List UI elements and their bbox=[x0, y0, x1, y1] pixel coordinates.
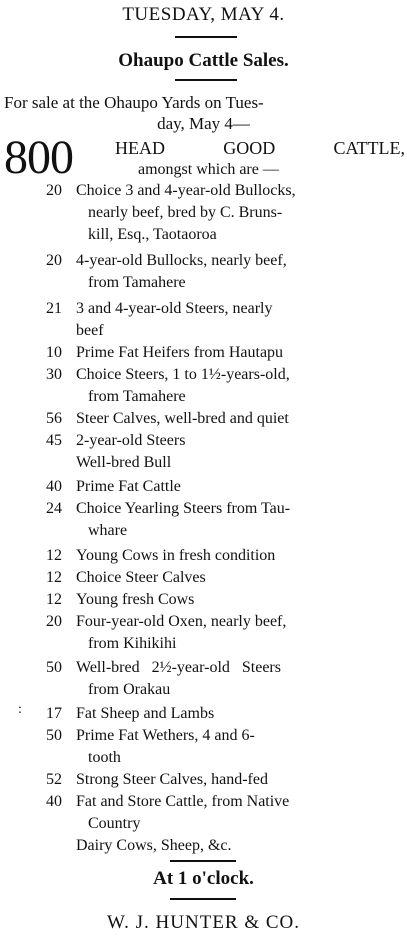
head-count: 800 bbox=[4, 131, 73, 184]
lot-quantity: 56 bbox=[46, 410, 62, 427]
lot-quantity: 12 bbox=[46, 591, 62, 608]
lot-description: Fat Sheep and Lambs bbox=[76, 705, 215, 722]
lot-description-cont: from Orakau bbox=[88, 681, 171, 698]
lot-description-cont: kill, Esq., Taotaoroa bbox=[88, 226, 217, 243]
lot-description-cont: Country bbox=[88, 815, 141, 832]
lot-description: Four-year-old Oxen, nearly beef, bbox=[76, 613, 287, 630]
lot-quantity: 12 bbox=[46, 547, 62, 564]
lot-description: Well-bred 2½-year-old Steers bbox=[76, 659, 281, 676]
lot-description-cont: tooth bbox=[88, 749, 121, 766]
auctioneer-name: W. J. HUNTER & CO. bbox=[106, 912, 301, 933]
lot-description: 2-year-old Steers bbox=[76, 432, 186, 449]
lot-description: Fat and Store Cattle, from Native bbox=[76, 793, 290, 810]
lot-description-cont: beef bbox=[76, 322, 104, 339]
lot-description: Prime Fat Heifers from Hautapu bbox=[76, 344, 284, 361]
divider-rule bbox=[170, 860, 236, 862]
lot-description: 4-year-old Bullocks, nearly beef, bbox=[76, 252, 287, 269]
lot-description: Strong Steer Calves, hand-fed bbox=[76, 771, 268, 788]
lot-quantity: 24 bbox=[46, 500, 62, 517]
lot-quantity: 45 bbox=[46, 432, 62, 449]
headline bbox=[115, 138, 405, 158]
lot-quantity: 40 bbox=[46, 478, 62, 495]
date-heading: TUESDAY, MAY 4. bbox=[122, 4, 285, 25]
lot-description-cont: whare bbox=[88, 522, 128, 539]
lot-quantity: 40 bbox=[46, 793, 62, 810]
lot-description: Choice Steers, 1 to 1½-years-old, bbox=[76, 366, 290, 383]
headline-word: GOOD bbox=[223, 138, 276, 158]
lot-description: Prime Fat Cattle bbox=[76, 478, 181, 495]
lot-description-cont: from Kihikihi bbox=[88, 635, 177, 652]
lot-quantity: 17 bbox=[46, 705, 62, 722]
divider-rule bbox=[175, 79, 237, 81]
lot-quantity: 50 bbox=[46, 727, 62, 744]
intro-line: day, May 4— bbox=[157, 114, 250, 133]
sale-title: Ohaupo Cattle Sales. bbox=[118, 50, 289, 71]
lot-description-cont: Well-bred Bull bbox=[76, 454, 172, 471]
lot-description: Young fresh Cows bbox=[76, 591, 195, 608]
headline-word: CATTLE, bbox=[333, 138, 405, 158]
intro-line: For sale at the Ohaupo Yards on Tues- bbox=[4, 93, 264, 112]
lot-quantity: 10 bbox=[46, 344, 62, 361]
divider-rule bbox=[175, 36, 237, 38]
lot-quantity: 20 bbox=[46, 613, 62, 630]
lot-quantity: 30 bbox=[46, 366, 62, 383]
lot-description: Choice Yearling Steers from Tau- bbox=[76, 500, 291, 517]
lot-quantity: 52 bbox=[46, 771, 62, 788]
headline-word: HEAD bbox=[115, 138, 165, 158]
lot-description: Choice Steer Calves bbox=[76, 569, 206, 586]
headline-subtext: amongst which are — bbox=[138, 161, 279, 178]
lot-description-cont: from Tamahere bbox=[88, 388, 186, 405]
stray-mark: : bbox=[18, 702, 22, 717]
sale-time: At 1 o'clock. bbox=[153, 868, 254, 889]
lot-description-cont: Dairy Cows, Sheep, &c. bbox=[76, 837, 232, 854]
lot-description: Choice 3 and 4-year-old Bullocks, bbox=[76, 182, 296, 199]
lot-description: Young Cows in fresh condition bbox=[76, 547, 276, 564]
lot-description: Prime Fat Wethers, 4 and 6- bbox=[76, 727, 255, 744]
divider-rule bbox=[170, 898, 236, 900]
lot-description: Steer Calves, well-bred and quiet bbox=[76, 410, 289, 427]
lot-description-cont: from Tamahere bbox=[88, 274, 186, 291]
lot-quantity: 21 bbox=[46, 300, 62, 317]
lot-quantity: 20 bbox=[46, 252, 62, 269]
lot-description-cont: nearly beef, bred by C. Bruns- bbox=[88, 204, 283, 221]
lot-quantity: 20 bbox=[46, 182, 62, 199]
lot-description: 3 and 4-year-old Steers, nearly bbox=[76, 300, 273, 317]
lot-quantity: 12 bbox=[46, 569, 62, 586]
lot-quantity: 50 bbox=[46, 659, 62, 676]
